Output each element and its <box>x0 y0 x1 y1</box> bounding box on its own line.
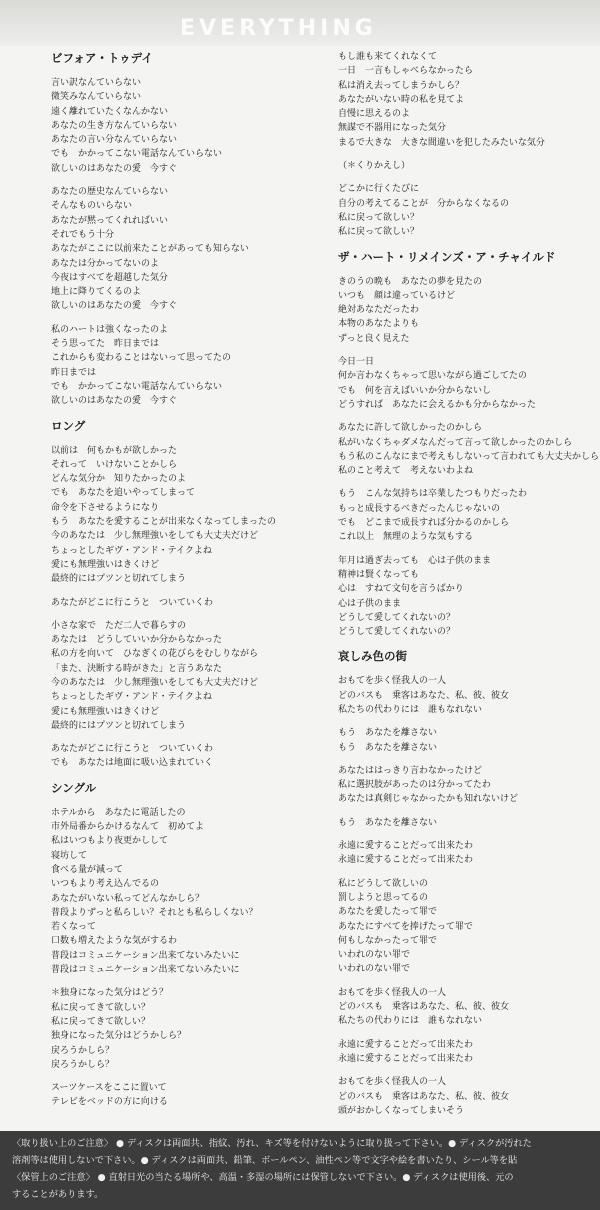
lyric-line: 食べる量が減って <box>51 864 124 875</box>
lyric-line: でも 何を言えばいいか分からないし <box>338 385 492 396</box>
lyric-line: どうして愛してくれないの？ <box>338 612 456 623</box>
lyric-line: あなたの言い分なんていらない <box>51 135 178 146</box>
lyric-line: もう あなたを離さない <box>338 817 438 828</box>
lyric-stanza <box>338 50 600 150</box>
song-title: ロング <box>51 418 86 433</box>
footer-line-storage-cont: することがあります。 <box>12 1189 104 1200</box>
lyric-line: 愛にも無理強いはきくけど <box>51 706 160 717</box>
lyric-line: あなたは真剣じゃなかったかも知れないけど <box>338 794 519 805</box>
song-title: 哀しみ色の街 <box>338 649 407 664</box>
lyric-line: もし誰も来てくれなくて <box>338 52 438 62</box>
lyric-line: いつも 顔は違っているけど <box>338 290 456 301</box>
lyric-line: いわれのない罪で <box>338 950 411 961</box>
lyric-line: 私のこと考えて 考えないわよね <box>338 466 474 477</box>
lyric-stanza <box>51 185 311 314</box>
lyric-line: 永遠に愛することだって出来たわ <box>338 1053 474 1064</box>
lyric-line: 欲しいのはあなたの愛 今すぐ <box>51 163 178 174</box>
lyric-stanza <box>51 742 311 771</box>
lyric-line: 私はいつもより夜更かしして <box>51 836 169 847</box>
lyric-line: おもてを歩く怪我人の一人 <box>338 987 447 998</box>
lyric-stanza <box>338 986 600 1029</box>
lyric-line: いわれのない罪で <box>338 964 411 975</box>
lyric-line: ちょっとしたギヴ・アンド・テイクよね <box>51 545 212 556</box>
lyric-line: 遠く離れていたくなんかない <box>51 106 169 117</box>
song-block <box>338 249 600 640</box>
lyric-line: 何か言わなくちゃって思いながら過ごしてたの <box>338 371 528 382</box>
lyric-line: 精神は賢くなっても <box>338 569 420 580</box>
lyric-line: あなたに許して欲しかったのかしら <box>338 423 483 434</box>
lyric-line: 絶対あなただったわ <box>338 305 420 316</box>
lyric-line: でも どこまで成長すれば分かるのかしら <box>338 518 510 529</box>
lyric-line: 私のハートは強くなったのよ <box>51 324 169 335</box>
lyric-line: どのバスも 乗客はあなた、私、彼、彼女 <box>338 690 510 701</box>
lyric-stanza <box>51 986 311 1072</box>
lyric-line: 愛にも無理強いはきくけど <box>51 559 160 570</box>
left-column <box>51 50 311 1119</box>
lyric-line: 永遠に愛することだって出来たわ <box>338 841 474 852</box>
header-faint-text: EVERYTHING <box>180 16 377 41</box>
lyric-line: （＊くりかえし） <box>338 161 411 172</box>
lyric-line: 欲しいのはあなたの愛 今すぐ <box>51 301 178 312</box>
lyric-line: まるで大きな 大きな間違いを犯したみたいな気分 <box>338 137 545 148</box>
lyric-stanza <box>338 159 600 173</box>
footer-line-handling: 〈取り扱い上のご注意〉 ● ディスクは両面共、指紋、汚れ、キズ等を付けないように取り扱って下さい。● ディスクが汚れた <box>12 1138 532 1149</box>
lyric-line: 寝坊して <box>51 850 88 861</box>
lyric-line: 普段はコミュニケーション出来てないみたいに <box>51 965 240 976</box>
lyric-line: 私は消え去ってしまうかしら？ <box>338 80 465 91</box>
lyric-line: どこかに行くたびに <box>338 184 420 195</box>
lyric-line: 私にどうして欲しいの <box>338 878 429 889</box>
lyric-line: 自慢に思えるのよ <box>338 109 411 120</box>
lyric-line: 普段はコミュニケーション出来てないみたいに <box>51 950 240 961</box>
lyric-line: どのバスも 乗客はあなた、私、彼、彼女 <box>338 1091 510 1102</box>
lyric-line: 自分の考えてることが 分からなくなるの <box>338 198 510 209</box>
lyric-line: 心は すねて文句を言うばかり <box>338 584 464 595</box>
lyric-line: 今日一日 <box>338 357 375 368</box>
lyric-line: 微笑みなんていらない <box>51 92 142 103</box>
lyric-stanza <box>338 877 600 977</box>
lyric-line: 以前は 何もかもが欲しかった <box>51 445 178 456</box>
lyric-line: でも あなたを追いやってしまって <box>51 488 196 499</box>
song-block <box>338 50 600 240</box>
lyric-line: でも かかってこない電話なんていらない <box>51 381 223 392</box>
footer-line-handling-cont: 溶剤等は使用しないで下さい。● ディスクは両面共、鉛筆、ボールペン、油性ペン等で文字や絵を書いたり、シール等を貼 <box>12 1155 518 1166</box>
lyric-stanza <box>338 1038 600 1067</box>
lyric-stanza <box>338 421 600 478</box>
song-block <box>51 418 311 771</box>
lyric-line: 戻ろうかしら？ <box>51 1059 115 1070</box>
lyric-line: あなたは どうしていいか分からなかった <box>51 635 223 646</box>
lyric-stanza <box>338 275 600 346</box>
lyric-line: いつもより考え込んでるの <box>51 879 160 890</box>
lyric-line: もっと成長するべきだったんじゃないの <box>338 503 501 514</box>
lyric-line: 本物のあなたよりも <box>338 319 420 330</box>
lyric-line: 小さな家で ただ二人で暮らすの <box>51 620 187 631</box>
lyric-line: ホテルから あなたに電話したの <box>51 807 186 818</box>
lyric-line: 私たちの代わりには 誰もなれない <box>338 1016 483 1027</box>
song-block <box>51 780 311 1110</box>
lyric-line: 永遠に愛することだって出来たわ <box>338 855 474 866</box>
lyric-stanza <box>338 726 600 755</box>
lyric-line: 私たちの代わりには 誰もなれない <box>338 704 483 715</box>
lyric-stanza <box>51 76 311 176</box>
lyric-line: あなたがいない時の私を見てよ <box>338 94 465 105</box>
lyric-line: 年月は過ぎ去っても 心は子供のまま <box>338 555 492 566</box>
lyric-line: どのバスも 乗客はあなた、私、彼、彼女 <box>338 1002 510 1013</box>
song-title: シングル <box>51 780 97 795</box>
lyric-line: ちょっとしたギヴ・アンド・テイクよね <box>51 692 212 703</box>
lyric-line: どうして愛してくれないの？ <box>338 627 456 638</box>
lyric-stanza <box>51 596 311 610</box>
lyric-line: 私に戻って欲しい？ <box>338 227 420 238</box>
song-block <box>338 648 600 1118</box>
lyric-line: おもてを歩く怪我人の一人 <box>338 676 447 687</box>
lyric-line: どうすれば あなたに会えるかも分からなかった <box>338 399 537 410</box>
lyric-stanza <box>338 487 600 544</box>
lyric-stanza <box>51 619 311 733</box>
lyric-line: 最終的にはプツンと切れてしまう <box>51 574 187 585</box>
header-strip <box>0 0 600 46</box>
lyric-stanza <box>338 839 600 868</box>
lyric-stanza <box>338 182 600 239</box>
lyric-line: もう私のこんなにまで考えもしないって言われても大丈夫かしら <box>338 451 600 462</box>
lyric-line: でも あなたは地面に吸い込まれていく <box>51 758 214 769</box>
lyric-line: 市外局番からかけるなんて 初めてよ <box>51 822 205 833</box>
lyric-line: おもてを歩く怪我人の一人 <box>338 1077 447 1088</box>
lyric-line: そう思ってた 昨日までは <box>51 339 160 350</box>
lyric-stanza <box>51 806 311 978</box>
lyric-line: 私の方を向いて ひなぎくの花びらをむしりながら <box>51 649 259 660</box>
lyric-line: 今のあなたは 少し無理強いをしても大丈夫だけど <box>51 677 259 688</box>
song-block <box>51 50 311 409</box>
lyric-line: あなたを愛したって罪で <box>338 907 438 918</box>
lyric-line: ＊独身になった気分はどう？ <box>51 988 169 999</box>
lyric-line: あなたがどこに行こうと ついていくわ <box>51 597 214 608</box>
right-column <box>338 50 600 1127</box>
lyric-stanza <box>51 323 311 409</box>
lyric-stanza <box>338 674 600 717</box>
lyric-line: あなたははっきり言わなかったけど <box>338 765 483 776</box>
lyric-stanza <box>338 1075 600 1118</box>
song-title: ビフォア・トゥデイ <box>51 51 153 65</box>
lyric-line: 私がいなくちゃダメなんだって言って欲しかったのかしら <box>338 437 573 448</box>
lyric-line: 若くなって <box>51 922 97 933</box>
lyric-line: あなたは分かってないのよ <box>51 258 160 269</box>
lyric-line: もう こんな気持ちは卒業したつもりだったわ <box>338 489 528 500</box>
lyric-line: あなたがここに以前来たことがあっても知らない <box>51 244 249 255</box>
lyric-line: 永遠に愛することだって出来たわ <box>338 1039 474 1050</box>
lyric-line: 私に戻ってきて欲しい？ <box>51 1002 151 1013</box>
lyric-line: 何もしなかったって罪で <box>338 935 438 946</box>
lyric-line: 口数も増えたような気がするわ <box>51 936 178 947</box>
lyric-line: 一日 一言もしゃべらなかったら <box>338 66 474 77</box>
lyric-line: 私に選択肢があったのは分かってたわ <box>338 780 491 791</box>
lyric-line: そんなものいらない <box>51 201 133 212</box>
lyric-line: あなたの生き方なんていらない <box>51 120 178 131</box>
lyric-line: 地上に降りてくるのよ <box>51 287 142 298</box>
lyric-line: 普段よりずっと私らしい？それとも私らしくない？ <box>51 907 258 918</box>
lyric-line: 最終的にはプツンと切れてしまう <box>51 720 187 731</box>
lyric-line: もう あなたを離さない <box>338 742 438 753</box>
lyric-stanza <box>51 444 311 587</box>
lyric-stanza <box>338 764 600 807</box>
lyric-line: あなたにすべてを捧げたって罪で <box>338 921 473 932</box>
lyric-line: きのうの晩も あなたの夢を見たの <box>338 276 483 287</box>
lyric-line: でも かかってこない電話なんていらない <box>51 149 223 160</box>
lyric-line: 今夜はすべてを超越した気分 <box>51 272 168 283</box>
lyric-line: それでもう十分 <box>51 229 115 240</box>
lyric-line: あなたが黙ってくれればいい <box>51 215 169 226</box>
lyric-line: 私に戻ってきて欲しい？ <box>51 1016 151 1027</box>
lyric-line: 昨日までは <box>51 367 97 378</box>
lyric-line: 言い訳なんていらない <box>51 78 142 88</box>
lyric-line: 無謀で不器用になった気分 <box>338 123 447 134</box>
lyric-stanza <box>51 1081 311 1110</box>
lyric-line: 頭がおかしくなってしまいそう <box>338 1105 465 1116</box>
lyric-line: スーツケースをここに置いて <box>51 1083 167 1094</box>
lyric-line: 独身になった気分はどうかしら？ <box>51 1031 187 1042</box>
lyric-line: もう あなたを離さない <box>338 728 438 739</box>
footer-line-storage: 〈保管上のご注意〉 ● 直射日光の当たる場所や、高温・多湿の場所には保管しないで下さい。● ディスクは使用後、元の <box>12 1172 514 1183</box>
lyric-line: あなたがどこに行こうと ついていくわ <box>51 744 214 755</box>
lyric-line: ずっと良く見えた <box>338 333 410 344</box>
lyric-line: 罰しようと思ってるの <box>338 892 429 903</box>
lyric-stanza <box>338 355 600 412</box>
song-title: ザ・ハート・リメインズ・ア・チャイルド <box>338 249 556 264</box>
lyric-line: 私に戻って欲しい？ <box>338 212 420 223</box>
lyric-line: 戻ろうかしら？ <box>51 1045 115 1056</box>
lyric-line: 心は子供のまま <box>338 598 402 609</box>
lyric-stanza <box>338 816 600 830</box>
lyric-line: もう あなたを愛することが出来なくなってしまったの <box>51 517 277 528</box>
lyric-line: これからも変わることはないって思ってたの <box>51 353 232 364</box>
lyric-line: 欲しいのはあなたの愛 今すぐ <box>51 396 178 407</box>
lyric-line: テレビをベッドの方に向ける <box>51 1097 168 1108</box>
care-notice-footer <box>0 1131 600 1210</box>
lyric-stanza <box>338 554 600 640</box>
lyric-line: 今のあなたは 少し無理強いをしても大丈夫だけど <box>51 531 259 542</box>
lyric-line: あなたがいない私ってどんなかしら？ <box>51 893 205 904</box>
lyric-line: これ以上 無理のような気もする <box>338 532 474 543</box>
lyric-line: それって いけないことかしら <box>51 459 178 470</box>
lyric-line: 命令を下させるようになり <box>51 502 160 513</box>
lyric-line: あなたの歴史なんていらない <box>51 187 169 198</box>
lyric-line: 「また、決断する時がきた」と言うあなた <box>51 663 223 674</box>
lyric-line: どんな気分か 知りたかったのよ <box>51 474 187 485</box>
